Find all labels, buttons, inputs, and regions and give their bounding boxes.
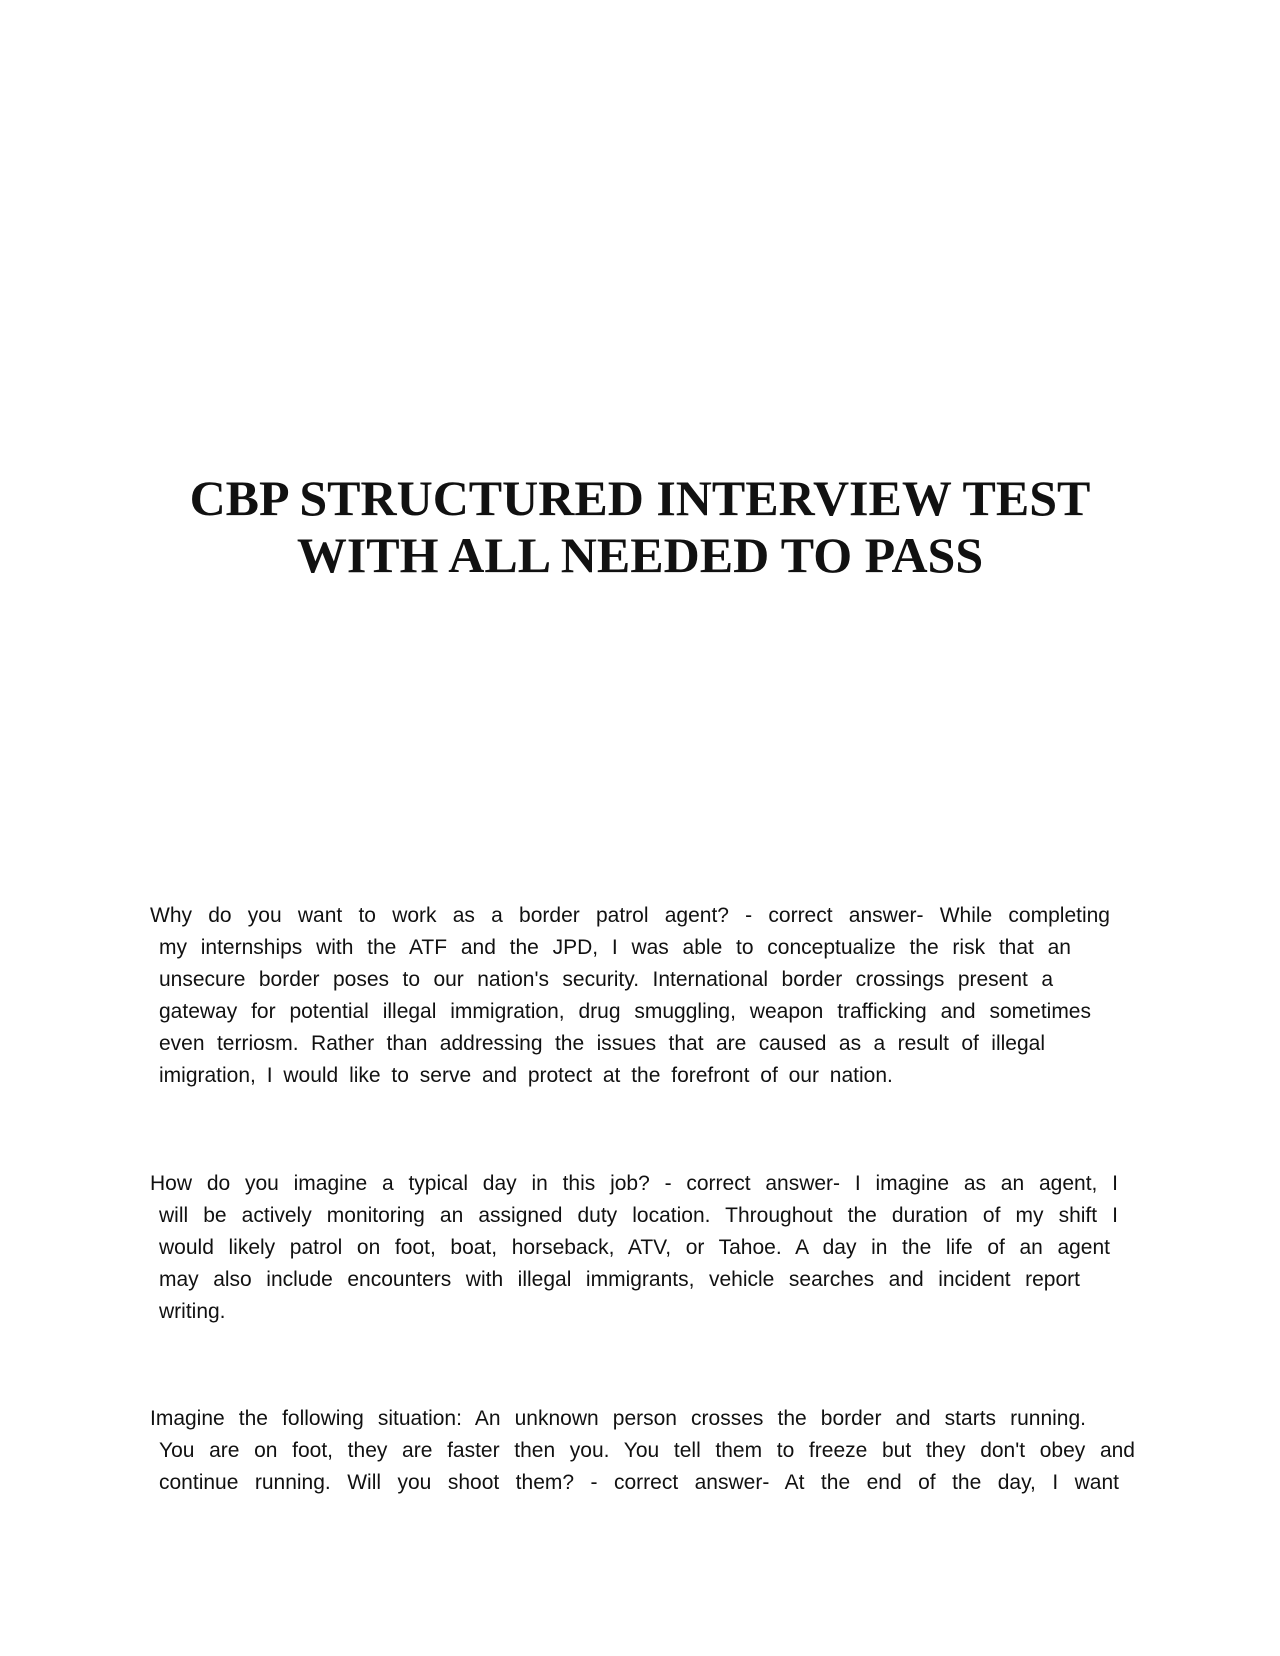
qa2-line: may also include encounters with illegal immigrants, vehicle searches and incident report: [159, 1268, 1080, 1291]
document-title: [0, 470, 1280, 584]
qa2-line: would likely patrol on foot, boat, horseback, ATV, or Tahoe. A day in the life of an agent: [159, 1236, 1110, 1259]
qa2-line: will be actively monitoring an assigned duty location. Throughout the duration of my shift I: [159, 1204, 1118, 1227]
qa3-line: You are on foot, they are faster then you. You tell them to freeze but they don't obey and: [159, 1439, 1135, 1462]
qa3-line: Imagine the following situation: An unknown person crosses the border and starts running.: [150, 1407, 1086, 1430]
qa-block-2: [150, 1168, 1118, 1328]
qa-block-3: [150, 1403, 1135, 1499]
qa-block-1: [150, 900, 1110, 1092]
qa1-line: my internships with the ATF and the JPD, I was able to conceptualize the risk that an: [159, 936, 1071, 959]
qa1-line: Why do you want to work as a border patrol agent? - correct answer- While completing: [150, 904, 1110, 927]
qa1-line: imigration, I would like to serve and protect at the forefront of our nation.: [159, 1064, 893, 1087]
qa1-line: gateway for potential illegal immigration, drug smuggling, weapon trafficking and sometimes: [159, 1000, 1091, 1023]
qa2-line: writing.: [159, 1300, 226, 1323]
title-line-2: WITH ALL NEEDED TO PASS: [296, 527, 984, 583]
title-line-1: CBP STRUCTURED INTERVIEW TEST: [189, 470, 1091, 526]
qa1-line: unsecure border poses to our nation's security. International border crossings present a: [159, 968, 1053, 991]
qa3-line: continue running. Will you shoot them? - correct answer- At the end of the day, I want: [159, 1471, 1119, 1494]
qa1-line: even terriosm. Rather than addressing the issues that are caused as a result of illegal: [159, 1032, 1045, 1055]
qa2-line: How do you imagine a typical day in this job? - correct answer- I imagine as an agent, I: [150, 1172, 1118, 1195]
